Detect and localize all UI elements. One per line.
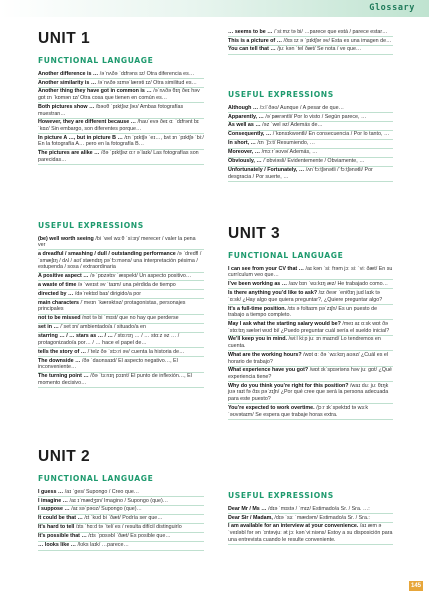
entry-definition: /dɪə ˈmɪstə / ˈmɪz/ Estimado/a Sr. / Sra. …: [268,505,370,512]
unit-1-functional-heading: FUNCTIONAL LANGUAGE [38,56,154,65]
entry-term: You can tell that … [228,46,276,53]
entry-term: main characters [38,299,79,306]
unit-1-title: UNIT 1 [38,30,91,47]
entry-term: Apparently, … [228,113,264,120]
entry-term: tells the story of … [38,348,87,355]
unit-1-functional-list [38,70,204,165]
glossary-entry [38,250,204,272]
entry-definition: /ðə ˈpɪktʃəz ɑːr əˈlaɪk/ Las fotografías son parecidas… [38,150,199,163]
glossary-entry [228,167,393,182]
entry-term: Consequently, … [228,131,272,138]
glossary-entry [38,488,204,497]
entry-term: set in … [38,324,59,331]
page-title: Glossary [369,3,415,13]
entry-term: I suppose … [38,506,70,513]
glossary-entry [228,46,393,55]
entry-definition: /ˈset ɪn/ ambientado/a / situado/a en [60,324,146,331]
entry-term: Obviously, … [228,158,262,165]
unit-2-useful-list [228,104,393,182]
entry-term: The pictures are alike … [38,150,100,157]
glossary-header [0,0,429,24]
entry-definition: /əz ˈwel əz/ Además de… [262,122,323,129]
entry-definition: /ðɪs ɪz ə ˈpɪktʃər əv/ Esta es una imagen de… [283,37,392,44]
glossary-entry [228,382,393,404]
entry-definition: /waɪ duː juː θɪŋk jʊə raɪt fə ðɪs pəˈzɪʃn/ ¿Por qué cree que será la persona adecuada para este puesto? [228,382,389,403]
glossary-entry [228,113,393,122]
glossary-entry [228,320,393,335]
glossary-entry [38,324,204,333]
entry-term: As well as … [228,122,261,129]
entry-definition: /wiːl kiːp juː ɪn maɪnd/ Lo tendremos en cuenta. [228,336,381,350]
entry-definition: /bi ˈwel wɜːθ ˈsiːɪŋ/ merecer / valer la pena ver [38,235,196,249]
glossary-entry [228,122,393,131]
glossary-entry [38,88,204,103]
entry-term: Is there anything you’d like to ask? [228,290,318,297]
entry-term: … looks like … [38,542,77,549]
entry-definition: /ɪts ˈpɒsəbl ˈðæt/ Es posible que… [88,533,171,540]
entry-definition: /ɪn ˈʃɔːt/ Resumiendo, … [257,140,316,147]
entry-term: It could be that … [38,515,83,522]
entry-definition: /ˈɒbviəsli/ Evidentemente / Obviamente, … [263,158,365,165]
glossary-entry [228,265,393,280]
entry-definition: /aɪ kən ˈsiː frəm jɔː siː ˈviː ðæt/ En su currículum veo que… [228,265,393,279]
glossary-entry [38,235,204,250]
glossary-entry [38,542,204,551]
glossary-entry [38,506,204,515]
entry-term: (be) well worth seeing [38,235,94,242]
unit-2-continued-list [228,28,393,55]
entry-definition: /mɔːrˈəʊvə/ Además, … [261,149,318,156]
unit-3-useful-heading: USEFUL EXPRESSIONS [228,491,334,500]
glossary-entry [38,134,204,149]
entry-definition: /ˈmeɪn ˈkærəktəz/ protagonistas, personajes principales [38,299,186,313]
entry-term: I imagine … [38,497,68,504]
entry-definition: /ˈkɒnsɪkwəntli/ En consecuencia / Por lo tanto, … [272,131,390,138]
entry-term: You’re expected to work overtime. [228,404,315,411]
entry-definition: /ðə ˈtɜːnɪŋ pɔɪnt/ El punto de inflexión…, El momento decisivo… [38,373,192,386]
entry-definition: /aɪ ˈges/ Supongo / Creo que… [64,488,140,495]
glossary-entry [38,119,204,134]
entry-term: Another similarity is … [38,79,97,86]
entry-term: a dreadful / smashing / dull / outstanding performance [38,251,176,258]
unit-1-useful-list [38,235,204,388]
glossary-entry [228,131,393,140]
glossary-entry [38,79,204,88]
glossary-entry [228,514,393,523]
glossary-entry [38,281,204,290]
glossary-entry [38,373,204,388]
entry-term: We’ll keep you in mind. [228,336,287,343]
glossary-entry [38,315,204,324]
entry-definition: /ʌnˈfɔːtʃənətli /ˈfɔːtʃənətli/ Por desgracia / Por suerte, … [228,167,373,180]
entry-term: Another thing they have got in common is … [38,88,152,95]
glossary-entry [38,103,204,118]
entry-definition: /lʊks laɪk/ …parece… [77,542,129,549]
entry-definition: /aɪv bɪn ˈwɜːkɪŋ æz/ He trabajado como… [288,281,388,288]
glossary-entry [38,150,204,165]
entry-definition: /bəʊθ ˈpɪktʃəz ʃəʊ/ Ambas fotografías muestran… [38,103,184,117]
entry-definition: /ˈstɑːrɪŋ … / … stɑːz əz … / protagonizado/a por… / … hace el papel de… [38,333,180,346]
entry-definition: /ɪz ðeər ˈeniθɪŋ jud laɪk tə ˈɑːsk/ ¿Hay algo que quiera preguntar?, ¿Quiere preguntar algo? [228,290,383,303]
glossary-entry [38,357,204,372]
entry-term: I can see from your CV that … [228,265,305,272]
glossary-entry [228,523,393,545]
entry-definition: /ðə ˈdaʊnsaɪd/ El aspecto negativo…, El inconveniente… [38,357,178,371]
header-band [0,0,429,17]
unit-2-functional-list [38,488,204,551]
entry-term: What experience have you got? [228,367,309,374]
entry-term: It’s a full-time position. [228,305,286,312]
unit-3-functional-list [228,265,393,420]
entry-definition: /ɪts ˈhɑːd tə ˈtel/ es / resulta difícil distinguirlo [75,524,182,531]
entry-term: In short, … [228,140,256,147]
entry-term: The turning point … [38,373,89,380]
glossary-entry [228,305,393,320]
glossary-entry [228,158,393,167]
entry-term: starring … / … stars as … / … [38,333,113,340]
entry-definition: /ɪn ˈpɪktʃə ˈeɪ…, bʌt ɪn ˈpɪktʃə ˈbiː/ En la fotografía A… pero en la fotografía B… [38,134,204,148]
entry-definition: /ɪt ˈkʊd bi ˈðæt/ Podría ser que… [84,515,163,522]
entry-definition: /aɪ æm əˈveɪləbl fər ən ˈɪntəvjuː ət jɔː kənˈviːniəns/ Estoy a su disposición para una entrevista cuando le resulte conveniente. [228,523,393,543]
entry-definition: /dɪə ˈsɜː ˈmædəm/ Estimado/a Sr. / Sra.: [274,514,370,521]
entry-definition: /ə ˈweɪst əv ˈtaɪm/ una pérdida de tiempo [77,282,176,289]
glossary-entry [38,299,204,314]
glossary-entry [228,336,393,351]
entry-term: May I ask what the starting salary would be? [228,320,341,327]
entry-definition: /juː kən ˈtel ðæt/ Se nota / ve que… [277,46,362,53]
glossary-entry [38,290,204,299]
entry-term: This is a picture of … [228,37,283,44]
entry-term: I’ve been working as … [228,281,288,288]
unit-2-title: UNIT 2 [38,448,91,465]
glossary-entry [228,505,393,514]
entry-definition: /əˈpærəntli/ Por lo visto / Según parece, … [265,113,367,120]
glossary-entry [228,149,393,158]
entry-definition: /əˈnʌðə ˈdɪfrəns ɪz/ Otra diferencia es… [99,70,195,77]
entry-term: Moreover, … [228,149,261,156]
entry-definition: /meɪ aɪ ɑːsk wɒt ðə ˈstɑːtɪŋ sæləri wʊd bi/ ¿Puedo preguntar cuál sería el sueldo inicial? [228,320,390,334]
glossary-entry [38,333,204,348]
entry-term: Dear Mr / Ms … [228,505,267,512]
glossary-entry [38,515,204,524]
entry-term: However, they are different because … [38,119,137,126]
glossary-entry [228,37,393,46]
entry-definition: /ə ˈpɒzətɪv ˈæspekt/ Un aspecto positivo… [90,273,192,280]
glossary-entry [228,289,393,304]
entry-term: It’s hard to tell [38,524,75,531]
entry-term: It’s possible that … [38,533,87,540]
glossary-entry [228,140,393,149]
entry-definition: /wɒt ɪkˈspɪəriəns həv juː gɒt/ ¿Qué experiencia tiene? [228,367,392,380]
entry-definition: /jɔːr ɪkˈspektɪd tə wɜːk ˈəʊvətaɪm/ Se espera que trabaje horas extra. [228,404,369,418]
entry-definition: /ˈtelz ðə ˈstɔːri əv/ cuenta la historia de… [87,348,185,355]
entry-term: A positive aspect … [38,273,89,280]
entry-term: Why do you think you’re right for this position? [228,382,349,389]
entry-definition: /wɒt ɑː ðə ˈwɜːkɪŋ aʊəz/ ¿Cuál es el horario de trabajo? [228,351,389,365]
unit-1-useful-heading: USEFUL EXPRESSIONS [38,221,144,230]
glossary-entry [38,533,204,542]
glossary-entry [38,70,204,79]
entry-term: … seems to be … [228,28,273,35]
entry-definition: /nɒt tə bi ˈmɪst/ que no hay que perderse [81,315,179,322]
entry-term: What are the working hours? [228,351,302,358]
unit-3-title: UNIT 3 [228,225,281,242]
entry-term: In picture A …, but in picture B … [38,134,123,141]
entry-term: I am available for an interview at your convenience. [228,523,359,530]
glossary-entry [38,273,204,282]
entry-definition: /əˈnʌðə θɪŋ ðeɪ həv gɒt ɪn ˈkɒmən ɪz/ Otra cosa que tienen en común es… [38,88,200,102]
entry-definition: /dəˈrektɪd baɪ/ dirigido/a por [74,290,142,297]
entry-term: Dear Sir / Madam, [228,514,273,521]
glossary-entry [38,524,204,533]
entry-term: directed by … [38,290,74,297]
glossary-entry [228,280,393,289]
entry-definition: /ə ˈdredfl / ˈsmæʃɪŋ / dʌl / aʊtˈstændɪŋ pəˈfɔːməns/ una interpretación pésima / estupenda / sosa / extraordinaria [38,251,202,271]
entry-term: a waste of time [38,282,77,289]
entry-term: not to be missed [38,315,81,322]
entry-definition: /ɪts ə fʊltaɪm pəˈzɪʃn/ Es un puesto de trabajo a tiempo completo. [228,305,378,319]
unit-3-useful-list [228,505,393,545]
entry-definition: /ɔːlˈðəʊ/ Aunque / A pesar de que… [259,104,344,111]
entry-term: Unfortunately / Fortunately, … [228,167,305,174]
unit-2-functional-heading: FUNCTIONAL LANGUAGE [38,474,154,483]
glossary-entry [228,28,393,37]
entry-definition: /ˈsiːmz tə bi/ …parece que está / parece estar… [274,28,388,35]
entry-definition: /aɪ səˈpəʊz/ Supongo (que)… [71,506,142,513]
glossary-entry [228,104,393,113]
entry-term: I guess … [38,488,64,495]
glossary-entry [228,367,393,382]
unit-3-functional-heading: FUNCTIONAL LANGUAGE [228,251,344,260]
glossary-entry [228,404,393,419]
entry-definition: /aɪ ɪˈmædʒɪn/ Imagino / Supongo (que)… [69,497,169,504]
glossary-entry [38,497,204,506]
unit-2-useful-heading: USEFUL EXPRESSIONS [228,90,334,99]
entry-definition: /haʊˈevə ðeɪ ɑː ˈdɪfrənt bɪˈkɒz/ Sin embargo, son diferentes porque… [38,119,199,132]
entry-term: Both pictures show … [38,103,95,110]
glossary-entry [38,348,204,357]
entry-term: Although … [228,104,259,111]
page-number: 145 [410,583,421,589]
glossary-entry [228,351,393,366]
entry-definition: /əˈnʌðə sɪməˈlærəti ɪz/ Otra similitud es… [97,79,197,86]
entry-term: The downside … [38,357,81,364]
entry-term: Another difference is … [38,70,99,77]
